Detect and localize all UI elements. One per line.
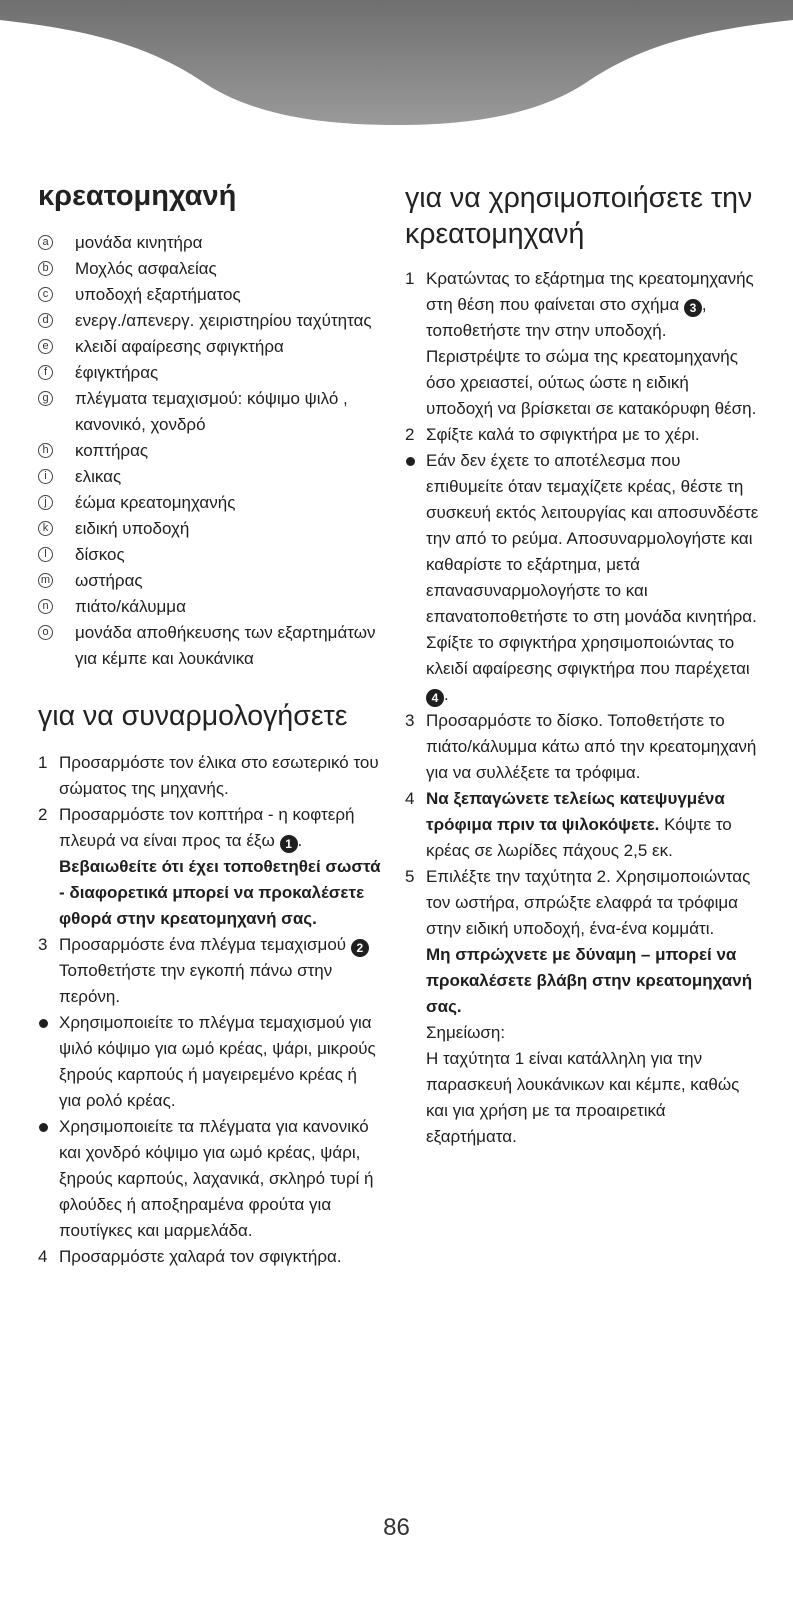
parts-list bbox=[38, 230, 383, 672]
bullet-text: . bbox=[444, 685, 449, 704]
list-item bbox=[38, 230, 383, 256]
warning-text: Να ξεπαγώνετε τελείως κατεψυγμένα τρόφιμα πριν τα ψιλοκόψετε. bbox=[426, 789, 725, 834]
part-label: κλειδί αφαίρεσης σφιγκτήρα bbox=[75, 337, 284, 356]
part-label: μονάδα αποθήκευσης των εξαρτημάτων για κέμπε και λουκάνικα bbox=[75, 623, 376, 668]
letter-n: n bbox=[38, 599, 53, 614]
bullet-dot-icon bbox=[39, 1123, 48, 1132]
step-item bbox=[38, 932, 383, 1010]
step-number: 4 bbox=[405, 789, 415, 808]
step-text: Προσαρμόστε ένα πλέγμα τεμαχισμού bbox=[59, 935, 351, 954]
letter-m: m bbox=[38, 573, 53, 588]
part-label: ειδική υποδοχή bbox=[75, 519, 190, 538]
step-number: 1 bbox=[405, 269, 415, 288]
step-number: 3 bbox=[405, 711, 415, 730]
step-item bbox=[38, 802, 383, 932]
bullet-text: Εάν δεν έχετε το αποτέλεσμα που επιθυμείτε όταν τεμαχίζετε κρέας, θέστε τη συσκευή εκτός λειτουργίας και αποσυνδέστε την από το ρεύμα. Αποσυναρμολογήστε και καθαρίστε το εξάρτημα, μετά επανασυναρμολογήστε το και επανατοποθετήστε το στη μονάδα κινητήρα. Σφίξτε το σφιγκτήρα χρησιμοποιώντας το κλειδί αφαίρεσης σφιγκτήρα που παρέχεται bbox=[426, 451, 759, 678]
bullet-dot-icon bbox=[406, 457, 415, 466]
list-item bbox=[38, 464, 383, 490]
part-label: ελικας bbox=[75, 467, 122, 486]
list-item bbox=[38, 282, 383, 308]
step-text: Τοποθετήστε την εγκοπή πάνω στην περόνη. bbox=[59, 961, 333, 1006]
figure-ref-badge: 4 bbox=[426, 689, 444, 707]
part-label: ενεργ./απενεργ. χειριστηρίου ταχύτητας bbox=[75, 311, 372, 330]
letter-c: c bbox=[38, 287, 53, 302]
step-text: Προσαρμόστε τον κοπτήρα - η κοφτερή πλευρά να είναι προς τα έξω bbox=[59, 805, 355, 850]
part-label: πιάτο/κάλυμμα bbox=[75, 597, 186, 616]
figure-ref-badge: 1 bbox=[280, 835, 298, 853]
step-text: Σφίξτε καλά το σφιγκτήρα με το χέρι. bbox=[426, 425, 700, 444]
part-label: κοπτήρας bbox=[75, 441, 149, 460]
letter-e: e bbox=[38, 339, 53, 354]
step-number: 5 bbox=[405, 867, 415, 886]
step-number: 2 bbox=[405, 425, 415, 444]
part-label: έώμα κρεατομηχανής bbox=[75, 493, 236, 512]
step-text: Προσαρμόστε τον έλικα στο εσωτερικό του σώματος της μηχανής. bbox=[59, 753, 379, 798]
step-item bbox=[38, 750, 383, 802]
step-text: Προσαρμόστε χαλαρά τον σφιγκτήρα. bbox=[59, 1247, 342, 1266]
bullet-text: Χρησιμοποιείτε τα πλέγματα για κανονικό και χονδρό κόψιμο για ωμό κρέας, ψάρι, ξηρούς καρπούς, λαχανικά, σκληρό τυρί ή φλούδες ή αποξηραμένα φρούτα για πουτίγκες και μαρμελάδα. bbox=[59, 1117, 374, 1240]
step-item bbox=[405, 708, 760, 786]
section-title-assemble: για να συναρμολογήσετε bbox=[38, 700, 348, 732]
letter-a: a bbox=[38, 235, 53, 250]
step-number: 2 bbox=[38, 805, 48, 824]
letter-g: g bbox=[38, 391, 53, 406]
step-item bbox=[405, 266, 760, 422]
list-item bbox=[38, 386, 383, 438]
warning-text: Βεβαιωθείτε ότι έχει τοποθετηθεί σωστά - διαφορετικά μπορεί να προκαλέσετε φθορά στην κρεατομηχανή σας. bbox=[59, 857, 381, 928]
part-label: δίσκος bbox=[75, 545, 125, 564]
part-label: υποδοχή εξαρτήματος bbox=[75, 285, 241, 304]
step-text: , τοποθετήστε την στην υποδοχή. Περιστρέψτε το σώμα της κρεατομηχανής όσο χρειαστεί, ούτως ώστε η ειδική υποδοχή να βρίσκεται σε κατακόρυφη θέση. bbox=[426, 295, 757, 418]
step-text: Προσαρμόστε το δίσκο. Τοποθετήστε το πιάτο/κάλυμμα κάτω από την κρεατομηχανή για να συλλέξετε τα τρόφιμα. bbox=[426, 711, 757, 782]
step-text: Επιλέξτε την ταχύτητα 2. Χρησιμοποιώντας τον ωστήρα, σπρώξτε ελαφρά τα τρόφιμα στην ειδική υποδοχή, ένα-ένα κομμάτι. bbox=[426, 867, 751, 938]
letter-l: l bbox=[38, 547, 53, 562]
page-number: 86 bbox=[383, 1514, 410, 1541]
step-item bbox=[405, 864, 760, 1150]
decorative-top-band bbox=[0, 0, 793, 130]
letter-j: j bbox=[38, 495, 53, 510]
bullet-item bbox=[405, 448, 760, 708]
step-number: 4 bbox=[38, 1247, 48, 1266]
part-label: Μοχλός ασφαλείας bbox=[75, 259, 217, 278]
step-item bbox=[38, 1244, 383, 1270]
note-text: Η ταχύτητα 1 είναι κατάλληλη για την παρασκευή λουκάνικων και κέμπε, καθώς και για χρήση με τα προαιρετικά εξαρτήματα. bbox=[426, 1049, 740, 1146]
part-label: μονάδα κινητήρα bbox=[75, 233, 203, 252]
list-item bbox=[38, 334, 383, 360]
bullet-text: Χρησιμοποιείτε το πλέγμα τεμαχισμού για ψιλό κόψιμο για ωμό κρέας, ψάρι, μικρούς ξηρούς καρπούς ή μαγειρεμένο κρέας ή για ρολό κρέας. bbox=[59, 1013, 376, 1110]
part-label: ωστήρας bbox=[75, 571, 143, 590]
bullet-dot-icon bbox=[39, 1019, 48, 1028]
step-text: Κρατώντας το εξάρτημα της κρεατομηχανής στη θέση που φαίνεται στο σχήμα bbox=[426, 269, 754, 314]
bullet-item bbox=[38, 1114, 383, 1244]
left-column bbox=[38, 178, 383, 1270]
step-text: Κόψτε το κρέας σε λωρίδες πάχους 2,5 εκ. bbox=[426, 815, 732, 860]
letter-i: i bbox=[38, 469, 53, 484]
list-item bbox=[38, 542, 383, 568]
list-item bbox=[38, 360, 383, 386]
right-column bbox=[405, 180, 760, 1150]
use-steps bbox=[405, 266, 760, 1150]
figure-ref-badge: 2 bbox=[351, 939, 369, 957]
figure-ref-badge: 3 bbox=[684, 299, 702, 317]
list-item bbox=[38, 490, 383, 516]
part-label: έφιγκτήρας bbox=[75, 363, 159, 382]
letter-k: k bbox=[38, 521, 53, 536]
note-label: Σημείωση: bbox=[426, 1023, 506, 1042]
step-text: . bbox=[297, 831, 303, 850]
step-item bbox=[405, 422, 760, 448]
letter-d: d bbox=[38, 313, 53, 328]
list-item bbox=[38, 438, 383, 464]
letter-o: o bbox=[38, 625, 53, 640]
step-item bbox=[405, 786, 760, 864]
warning-text: Μη σπρώχνετε με δύναμη – μπορεί να προκαλέσετε βλάβη στην κρεατομηχανή σας. bbox=[426, 945, 753, 1016]
list-item bbox=[38, 568, 383, 594]
list-item bbox=[38, 620, 383, 672]
list-item bbox=[38, 594, 383, 620]
section-title-use: για να χρησιμοποιήσετε την κρεατομηχανή bbox=[405, 182, 753, 250]
letter-h: h bbox=[38, 443, 53, 458]
list-item bbox=[38, 256, 383, 282]
step-number: 1 bbox=[38, 753, 48, 772]
assemble-steps bbox=[38, 750, 383, 1270]
letter-b: b bbox=[38, 261, 53, 276]
list-item bbox=[38, 308, 383, 334]
step-number: 3 bbox=[38, 935, 48, 954]
letter-f: f bbox=[38, 365, 53, 380]
bullet-item bbox=[38, 1010, 383, 1114]
section-title-meat-grinder: κρεατομηχανή bbox=[38, 180, 237, 212]
list-item bbox=[38, 516, 383, 542]
part-label: πλέγματα τεμαχισμού: κόψιμο ψιλό , κανονικό, χονδρό bbox=[75, 389, 348, 434]
